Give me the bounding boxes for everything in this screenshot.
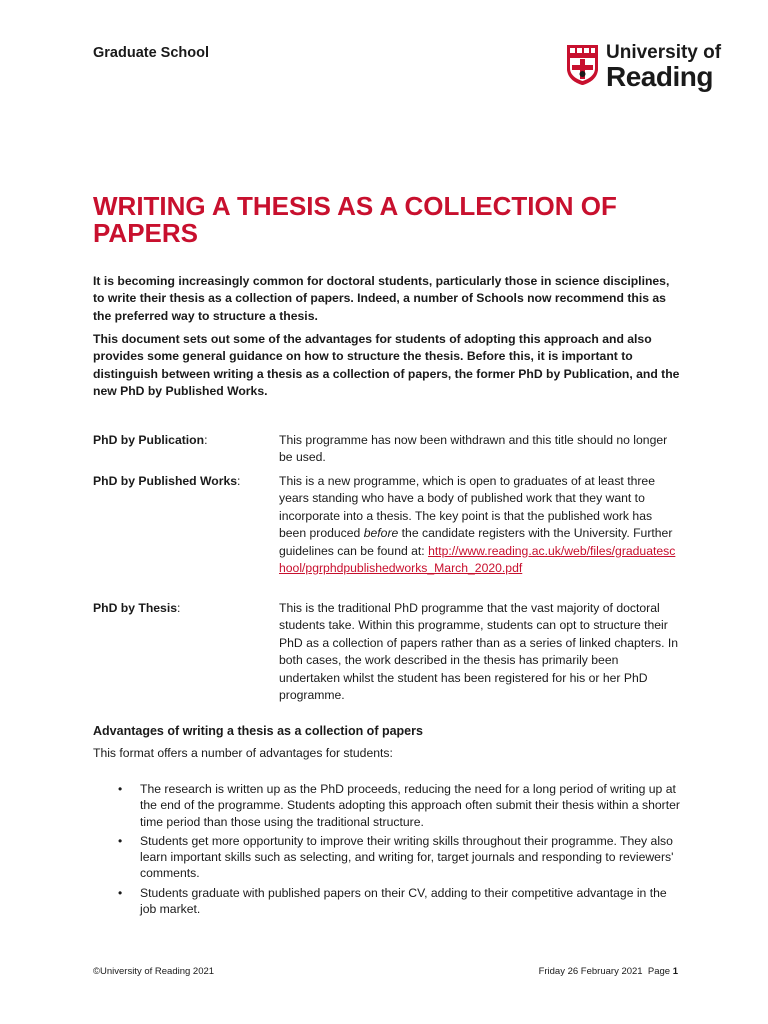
- definition-desc-thesis: This is the traditional PhD programme that the vast majority of doctoral students take. Within this programme, students can opt to structure their PhD as a collection of papers rather than as a series of linked chapters. In both cases, the work described in the thesis has primarily been undertaken whilst the student has been registered for his or her PhD programme.: [279, 601, 679, 703]
- page-title: [93, 193, 693, 247]
- list-item-text: Students get more opportunity to improve their writing skills throughout their programme. They also learn important skills such as selecting, and writing for, target journals and responding to reviewers' comments.: [140, 833, 674, 881]
- definition-term-label: PhD by Publication: [93, 433, 205, 447]
- definition-desc-publication: This programme has now been withdrawn and this title should no longer be used.: [279, 433, 668, 465]
- university-logo: [566, 42, 726, 94]
- definition-colon: :: [176, 601, 181, 615]
- section-label: Graduate School: [93, 45, 210, 61]
- list-item: [93, 833, 680, 882]
- definition-term-label: PhD by Published Works: [93, 474, 238, 488]
- footer-date-page: [478, 966, 678, 977]
- definition-emphasis: before: [363, 526, 399, 541]
- advantages-intro: This format offers a number of advantages for students:: [93, 746, 393, 760]
- intro-paragraph-2: This document sets out some of the advantages for students of adopting this approach and also provides some general guidance on how to structure the thesis. Before this, it is important to distinguish between writing a thesis as a collection of papers, the former PhD by Publication, and the new PhD by Published Works.: [93, 332, 680, 399]
- definition-term-thesis: [93, 600, 273, 617]
- list-item-text: Students graduate with published papers on their CV, adding to their competitive advantage in the job market.: [140, 885, 667, 917]
- advantages-list: [93, 781, 693, 920]
- definition-text-cont: the candidate registers with the University. Further guidelines can be found at:: [279, 526, 673, 558]
- list-item: [93, 885, 680, 918]
- list-item-text: The research is written up as the PhD proceeds, reducing the need for a long period of writing up at the end of the programme. Students adopting this approach often submit their thesis within a shorter time period than those using the traditional structure.: [140, 782, 680, 829]
- crest-icon: [566, 44, 599, 86]
- footer-date: Friday 26 February 2021: [538, 966, 643, 977]
- intro-paragraph-1: It is becoming increasingly common for doctoral students, particularly those in science disciplines, to write their thesis as a collection of papers. Indeed, a number of Schools now recommend this as the preferred way to structure a thesis.: [93, 274, 670, 323]
- bullet-icon: •: [118, 833, 123, 848]
- definition-desc-published-works: [279, 473, 679, 577]
- footer-page-number: 1: [672, 966, 678, 977]
- list-item: [93, 781, 680, 830]
- definition-text: This is a new programme, which is open to graduates of at least three years standing who have a body of published work that they want to incorporate into a thesis. The key point is that the published work has been produced: [279, 474, 655, 541]
- footer-copyright: ©University of Reading 2021: [93, 966, 215, 977]
- title-line-1: WRITING A THESIS AS A COLLECTION OF: [93, 191, 617, 221]
- logo-text-line2: Reading: [606, 61, 713, 92]
- bullet-icon: •: [118, 782, 123, 796]
- logo-text-line1: University of: [606, 42, 722, 63]
- published-works-guidelines-link[interactable]: http://www.reading.ac.uk/web/files/graduateschool/pgrphdpublishedworks_March_2020.pdf: [279, 543, 676, 576]
- definition-term-label: PhD by Thesis: [93, 601, 177, 615]
- footer-page-label: Page: [647, 966, 671, 977]
- definition-term-publication: [93, 432, 273, 449]
- bullet-icon: •: [118, 885, 123, 900]
- advantages-heading: Advantages of writing a thesis as a collection of papers: [93, 724, 423, 738]
- definition-colon: :: [237, 474, 241, 488]
- title-line-2: PAPERS: [93, 218, 198, 248]
- definition-colon: :: [204, 433, 208, 447]
- definition-term-published-works: [93, 473, 273, 490]
